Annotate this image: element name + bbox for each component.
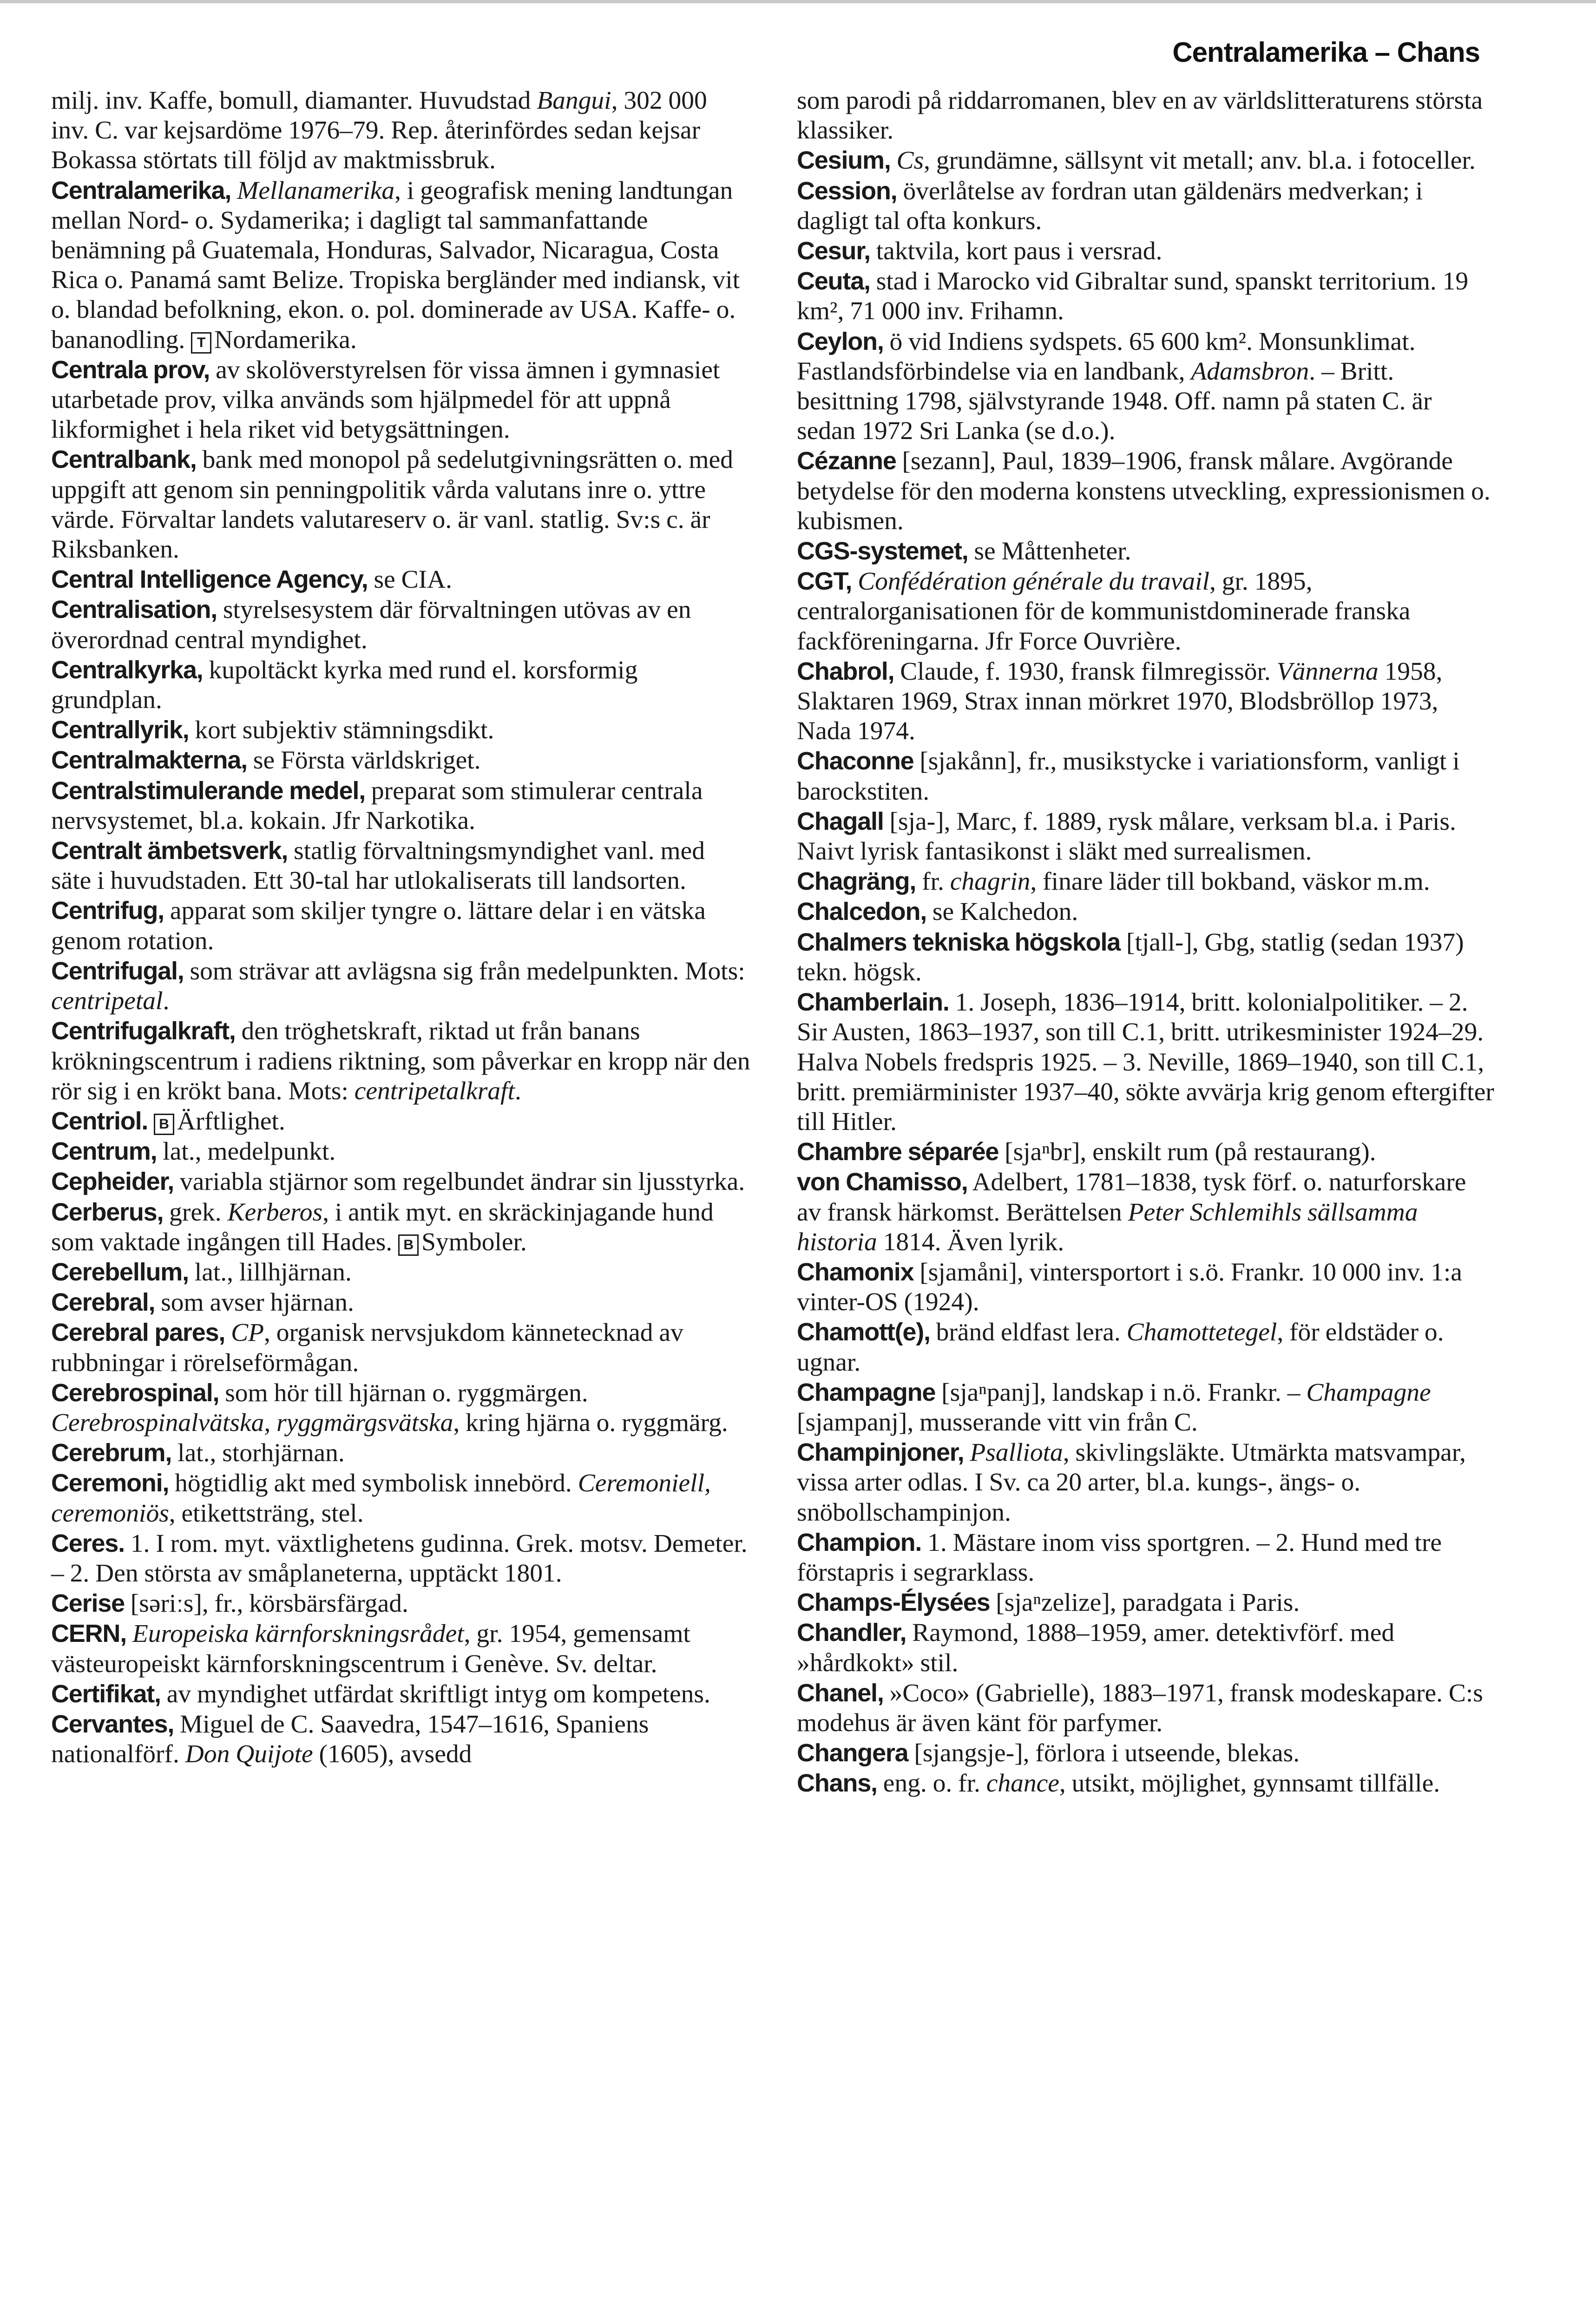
entry-text: [sjamåni], vintersportort i s.ö. Frankr. 10 000 inv. 1:a vinter-OS (1924). bbox=[797, 1258, 1462, 1317]
dictionary-entry bbox=[797, 656, 1496, 747]
entry-text: [sjaⁿbr], enskilt rum (på restaurang). bbox=[998, 1138, 1376, 1167]
entry-headword: Ceylon, bbox=[797, 327, 884, 355]
dictionary-entry bbox=[797, 927, 1496, 987]
entry-italic: Chamottetegel bbox=[1126, 1318, 1277, 1347]
cross-reference-icon: B bbox=[154, 1114, 174, 1135]
dictionary-entry bbox=[797, 176, 1496, 236]
entry-text: se Första världskriget. bbox=[247, 746, 481, 775]
entry-headword: Cerebral pares, bbox=[51, 1319, 225, 1347]
entry-headword: Cerebral, bbox=[51, 1288, 155, 1317]
entry-headword: Centrifugal, bbox=[51, 957, 184, 985]
dictionary-entry bbox=[51, 1438, 750, 1468]
entry-headword: Centralmakterna, bbox=[51, 746, 247, 774]
entry-text: se CIA. bbox=[368, 565, 453, 594]
entry-text: [sjampanj], musserande vitt vin från C. bbox=[797, 1408, 1198, 1437]
entry-headword: Cession, bbox=[797, 177, 897, 205]
entry-text: 1958, Slaktaren 1969, Strax innan mörkret 1970, Blodsbröllop 1973, Nada 1974. bbox=[797, 657, 1443, 746]
entry-text: , gr. 1954, gemensamt västeuropeiskt kärnforskningscentrum i Genève. Sv. deltar. bbox=[51, 1620, 690, 1678]
entry-text: lat., storhjärnan. bbox=[171, 1439, 345, 1468]
entry-italic: Vännerna bbox=[1276, 657, 1379, 686]
entry-text: Ärftlighet. bbox=[177, 1107, 285, 1135]
entry-headword: Centralt ämbetsverk, bbox=[51, 837, 288, 865]
entry-italic: Mellanamerika bbox=[237, 176, 395, 205]
dictionary-entry bbox=[797, 1618, 1496, 1678]
entry-italic: Europeiska kärnforskningsrådet bbox=[132, 1620, 464, 1648]
entry-text: . bbox=[515, 1076, 521, 1105]
entry-text: Claude, f. 1930, fransk filmregissör. bbox=[894, 657, 1277, 686]
entry-text: , finare läder till bokband, väskor m.m. bbox=[1030, 867, 1430, 896]
dictionary-entry bbox=[797, 1588, 1496, 1618]
entry-headword: Changera bbox=[797, 1739, 908, 1767]
dictionary-entry bbox=[797, 1167, 1496, 1257]
entry-text: [sjakånn], fr., musikstycke i variationsform, vanligt i barockstiten. bbox=[797, 747, 1460, 806]
dictionary-entry bbox=[51, 1679, 750, 1709]
entry-text: 1814. Även lyrik. bbox=[877, 1227, 1064, 1256]
entry-headword: Cerebrum, bbox=[51, 1439, 172, 1467]
entry-text: , kring hjärna o. ryggmärg. bbox=[453, 1408, 728, 1437]
entry-text bbox=[148, 1107, 154, 1135]
dictionary-entry bbox=[797, 446, 1496, 536]
entry-text: [sjaⁿzelize], paradgata i Paris. bbox=[990, 1588, 1300, 1617]
dictionary-entry bbox=[51, 1318, 750, 1378]
dictionary-entry bbox=[51, 355, 750, 445]
dictionary-entry bbox=[51, 1106, 750, 1136]
entry-text bbox=[126, 1620, 132, 1648]
entry-italic: CP bbox=[231, 1319, 264, 1347]
entry-italic: Kerberos bbox=[227, 1198, 323, 1227]
entry-headword: Centralisation, bbox=[51, 596, 217, 624]
entry-headword: von Chamisso, bbox=[797, 1168, 968, 1196]
entry-headword: Central Intelligence Agency, bbox=[51, 565, 368, 594]
dictionary-entry bbox=[51, 1588, 750, 1619]
cross-reference-icon: B bbox=[398, 1234, 419, 1256]
entry-text: av skolöverstyrelsen för vissa ämnen i gymnasiet utarbetade prov, vilka används som hjälpmedel för att uppnå likformighet i hela riket vid betygsättningen. bbox=[51, 355, 720, 444]
right-column bbox=[797, 86, 1496, 1799]
entry-headword: Champagne bbox=[797, 1378, 936, 1406]
entry-headword: Certifikat, bbox=[51, 1680, 161, 1708]
dictionary-entry bbox=[797, 327, 1496, 446]
entry-text: eng. o. fr. bbox=[877, 1769, 986, 1798]
entry-headword: Champinjoner, bbox=[797, 1438, 964, 1467]
entry-headword: Champs-Élysées bbox=[797, 1588, 990, 1617]
entry-italic: Adamsbron bbox=[1191, 357, 1309, 386]
entry-text: av myndighet utfärdat skriftligt intyg om kompetens. bbox=[160, 1680, 710, 1708]
entry-headword: Chambre séparée bbox=[797, 1138, 999, 1166]
dictionary-entry bbox=[797, 1437, 1496, 1528]
entry-headword: Chanel, bbox=[797, 1679, 884, 1707]
entry-headword: Centrum, bbox=[51, 1137, 157, 1166]
left-column bbox=[51, 86, 750, 1769]
entry-text: som hör till hjärnan o. ryggmärgen. bbox=[219, 1378, 588, 1407]
dictionary-entry bbox=[51, 1287, 750, 1318]
entry-headword: Chans, bbox=[797, 1769, 877, 1798]
entry-text: ö vid Indiens sydspets. 65 600 km². Monsunklimat. Fastlandsförbindelse via en landbank, bbox=[797, 327, 1416, 386]
entry-text: fr. bbox=[916, 867, 950, 896]
entry-headword: Centrifugalkraft, bbox=[51, 1017, 236, 1045]
entry-text bbox=[891, 146, 897, 175]
entry-headword: CGT, bbox=[797, 567, 852, 596]
dictionary-entry bbox=[51, 1167, 750, 1197]
entry-headword: CGS-systemet, bbox=[797, 537, 968, 565]
dictionary-entry bbox=[51, 836, 750, 896]
entry-text: som strävar att avlägsna sig från medelpunkten. Mots: bbox=[184, 957, 745, 985]
entry-text: preparat som stimulerar centrala nervsystemet, bl.a. kokain. Jfr Narkotika. bbox=[51, 776, 703, 835]
entry-headword: Chabrol, bbox=[797, 657, 894, 685]
entry-text: , i geografisk mening landtungan mellan Nord- o. Sydamerika; i dagligt tal sammanfattande benämning på Guatemala, Honduras, Salvador, Nicaragua, Costa Rica o. Panamá samt Belize. Tropiska bergländer med indiansk, vit o. blandad befolkning, ekon. o. pol. dominerade av USA. Kaffe- o. bananodling. bbox=[51, 176, 740, 354]
dictionary-entry bbox=[51, 1016, 750, 1106]
dictionary-entry bbox=[51, 86, 750, 176]
entry-italic: centripetalkraft bbox=[354, 1076, 515, 1105]
entry-headword: Champion. bbox=[797, 1528, 922, 1556]
entry-text: , utsikt, möjlighet, gynnsamt tillfälle. bbox=[1059, 1769, 1440, 1798]
entry-text: grek. bbox=[163, 1198, 228, 1227]
dictionary-entry bbox=[797, 566, 1496, 656]
entry-text: bränd eldfast lera. bbox=[930, 1318, 1127, 1347]
entry-headword: Cerberus, bbox=[51, 1198, 164, 1226]
entry-text: kort subjektiv stämningsdikt. bbox=[189, 716, 494, 745]
entry-headword: Centralamerika, bbox=[51, 176, 231, 204]
entry-text: Symboler. bbox=[421, 1227, 527, 1256]
entry-text: som parodi på riddarromanen, blev en av världslitteraturens största klassiker. bbox=[797, 86, 1483, 145]
entry-text: , skivlingsläkte. Utmärkta matsvampar, vissa arter odlas. I Sv. ca 20 arter, bl.a. kungs-, ängs- o. snöbollschampinjon. bbox=[797, 1438, 1466, 1527]
entry-headword: Chamott(e), bbox=[797, 1318, 930, 1346]
dictionary-entry bbox=[797, 1317, 1496, 1377]
dictionary-entry bbox=[797, 1768, 1496, 1798]
dictionary-entry bbox=[51, 896, 750, 956]
dictionary-entry bbox=[51, 1468, 750, 1528]
entry-text bbox=[225, 1319, 231, 1347]
entry-text: »Coco» (Gabrielle), 1883–1971, fransk modeskapare. C:s modehus är även känt för parfymer. bbox=[797, 1679, 1483, 1737]
entry-headword: Cerebellum, bbox=[51, 1258, 189, 1286]
entry-text: lat., medelpunkt. bbox=[157, 1137, 336, 1166]
entry-text: , för eldstäder o. ugnar. bbox=[797, 1318, 1444, 1377]
entry-text: taktvila, kort paus i versrad. bbox=[870, 237, 1163, 266]
dictionary-entry bbox=[51, 1257, 750, 1287]
entry-text: variabla stjärnor som regelbundet ändrar sin ljusstyrka. bbox=[174, 1168, 745, 1196]
entry-text: 1. Mästare inom viss sportgren. – 2. Hund med tre förstapris i segrarklass. bbox=[797, 1528, 1442, 1587]
dictionary-entry bbox=[797, 1378, 1496, 1437]
dictionary-entry bbox=[51, 1619, 750, 1679]
entry-headword: Cesium, bbox=[797, 146, 891, 175]
dictionary-entry bbox=[797, 1528, 1496, 1588]
entry-headword: Centrala prov, bbox=[51, 355, 210, 384]
entry-text: , organisk nervsjukdom kännetecknad av rubbningar i rörelseförmågan. bbox=[51, 1319, 683, 1377]
dictionary-entry bbox=[51, 776, 750, 836]
dictionary-entry bbox=[51, 1709, 750, 1769]
entry-text: stad i Marocko vid Gibraltar sund, spanskt territorium. 19 km², 71 000 inv. Frihamn. bbox=[797, 267, 1469, 326]
entry-headword: Centralkyrka, bbox=[51, 656, 203, 684]
top-rule bbox=[0, 0, 1596, 3]
dictionary-entry bbox=[51, 1529, 750, 1588]
entry-italic: Don Quijote bbox=[185, 1740, 313, 1769]
dictionary-entry bbox=[51, 176, 750, 355]
entry-text: , etikettsträng, stel. bbox=[169, 1499, 364, 1528]
entry-text: kupoltäckt kyrka med rund el. korsformig grundplan. bbox=[51, 656, 638, 715]
entry-text: överlåtelse av fordran utan gäldenärs medverkan; i dagligt tal ofta konkurs. bbox=[797, 177, 1423, 235]
entry-headword: Chamberlain. bbox=[797, 988, 949, 1017]
dictionary-entry bbox=[797, 86, 1496, 145]
entry-headword: Cepheider, bbox=[51, 1168, 174, 1196]
dictionary-entry bbox=[797, 266, 1496, 326]
entry-headword: Cézanne bbox=[797, 447, 896, 475]
entry-text: statlig förvaltningsmyndighet vanl. med säte i huvudstaden. Ett 30-tal har utlokaliserats till landsorten. bbox=[51, 837, 705, 895]
dictionary-entry bbox=[797, 536, 1496, 566]
dictionary-entry bbox=[51, 956, 750, 1016]
cross-reference-icon: T bbox=[191, 332, 211, 354]
dictionary-entry bbox=[797, 807, 1496, 866]
entry-headword: Ceuta, bbox=[797, 267, 870, 295]
entry-text: högtidlig akt med symbolisk innebörd. bbox=[169, 1469, 578, 1498]
entry-text: den tröghetskraft, riktad ut från banans krökningscentrum i radiens riktning, som påverkar en kropp när den rör sig i en krökt bana. Mots: bbox=[51, 1017, 750, 1105]
entry-text bbox=[852, 567, 858, 596]
dictionary-entry bbox=[797, 145, 1496, 176]
entry-headword: Chamonix bbox=[797, 1258, 914, 1286]
dictionary-entry bbox=[797, 987, 1496, 1137]
entry-text: milj. inv. Kaffe, bomull, diamanter. Huvudstad bbox=[51, 86, 537, 115]
entry-text: [sezann], Paul, 1839–1906, fransk målare. Avgörande betydelse för den moderna konstens utveckling, expressionismen o. kubismen. bbox=[797, 447, 1491, 535]
dictionary-entry bbox=[51, 1136, 750, 1167]
dictionary-entry bbox=[797, 1137, 1496, 1167]
entry-text: [sjangsje-], förlora i utseende, blekas. bbox=[908, 1739, 1300, 1768]
entry-headword: Chagräng, bbox=[797, 867, 916, 896]
entry-text: lat., lillhjärnan. bbox=[188, 1258, 352, 1286]
entry-text: 1. Joseph, 1836–1914, britt. kolonialpolitiker. – 2. Sir Austen, 1863–1937, son till C.1, britt. utrikesminister 1924–29. Halva Nobels fredspris 1925. – 3. Neville, 1869–1940, son till C.1, britt. premiärminister 1937–40, sökte avvärja krig genom eftergifter till Hitler. bbox=[797, 988, 1494, 1136]
entry-headword: Cerebrospinal, bbox=[51, 1378, 219, 1407]
entry-text bbox=[231, 177, 237, 205]
entry-headword: Chandler, bbox=[797, 1619, 906, 1647]
entry-text: , i antik myt. en skräckinjagande hund som vaktade ingången till Hades. bbox=[51, 1198, 714, 1256]
running-header: Centralamerika – Chans bbox=[1172, 37, 1480, 68]
entry-headword: Chalmers tekniska högskola bbox=[797, 928, 1121, 956]
entry-italic: Bangui bbox=[537, 86, 611, 115]
entry-italic: centripetal bbox=[51, 987, 163, 1016]
entry-headword: Chalcedon, bbox=[797, 898, 927, 926]
entry-text: se Måttenheter. bbox=[968, 537, 1131, 566]
entry-italic: chagrin bbox=[950, 867, 1031, 896]
entry-text: Miguel de C. Saavedra, 1547–1616, Spaniens nationalförf. bbox=[51, 1710, 649, 1769]
entry-headword: Cesur, bbox=[797, 237, 870, 265]
entry-italic: chance bbox=[986, 1769, 1059, 1798]
dictionary-entry bbox=[51, 745, 750, 775]
dictionary-entry bbox=[51, 655, 750, 715]
entry-italic: Peter Schlemihls sällsamma historia bbox=[797, 1198, 1418, 1256]
dictionary-entry bbox=[51, 715, 750, 745]
entry-text: . bbox=[163, 987, 170, 1016]
entry-text: [səriːs], fr., körsbärsfärgad. bbox=[124, 1589, 408, 1618]
dictionary-entry bbox=[797, 1678, 1496, 1738]
entry-text: , grundämne, sällsynt vit metall; anv. bl.a. i fotoceller. bbox=[924, 146, 1476, 175]
entry-text bbox=[964, 1438, 970, 1467]
entry-italic: Psalliota bbox=[970, 1438, 1063, 1467]
entry-headword: CERN, bbox=[51, 1620, 127, 1648]
entry-headword: Centrallyrik, bbox=[51, 716, 189, 744]
entry-italic: Cs bbox=[896, 146, 924, 175]
entry-headword: Chagall bbox=[797, 807, 884, 835]
dictionary-entry bbox=[51, 445, 750, 564]
dictionary-entry bbox=[51, 595, 750, 655]
entry-headword: Cerise bbox=[51, 1589, 125, 1618]
entry-text: [sja-], Marc, f. 1889, rysk målare, verksam bl.a. i Paris. Naivt lyrisk fantasikonst i släkt med surrealismen. bbox=[797, 807, 1456, 866]
entry-text: , gr. 1895, centralorganisationen för de kommunistdominerade franska fackföreningarna. Jfr Force Ouvrière. bbox=[797, 567, 1411, 656]
entry-text: , 302 000 inv. C. var kejsardöme 1976–79. Rep. återinfördes sedan kejsar Bokassa störtats till följd av maktmissbruk. bbox=[51, 86, 707, 175]
entry-text: [sjaⁿpanj], landskap i n.ö. Frankr. – bbox=[935, 1378, 1307, 1407]
entry-headword: Ceremoni, bbox=[51, 1469, 169, 1497]
entry-text: (1605), avsedd bbox=[313, 1740, 472, 1769]
entry-text: Adelbert, 1781–1838, tysk förf. o. naturforskare av fransk härkomst. Berättelsen bbox=[797, 1168, 1466, 1227]
dictionary-entry bbox=[797, 1738, 1496, 1768]
entry-headword: Chaconne bbox=[797, 747, 914, 775]
entry-text: bank med monopol på sedelutgivningsrätten o. med uppgift att genom sin penningpolitik vårda valutans inre o. yttre värde. Förvaltar landets valutareserv o. är vanl. statlig. Sv:s c. är Riksbanken. bbox=[51, 446, 733, 564]
dictionary-entry bbox=[797, 897, 1496, 927]
entry-italic: Champagne bbox=[1306, 1378, 1431, 1407]
entry-headword: Centrifug, bbox=[51, 897, 164, 925]
entry-headword: Cervantes, bbox=[51, 1710, 174, 1738]
entry-italic: Cerebrospinalvätska, ryggmärgsvätska bbox=[51, 1408, 453, 1437]
dictionary-entry bbox=[797, 746, 1496, 806]
entry-text: som avser hjärnan. bbox=[155, 1288, 354, 1317]
entry-headword: Centriol. bbox=[51, 1107, 148, 1135]
entry-text: Raymond, 1888–1959, amer. detektivförf. med »hårdkokt» stil. bbox=[797, 1619, 1395, 1677]
entry-text: Nordamerika. bbox=[214, 325, 357, 354]
dictionary-entry bbox=[797, 236, 1496, 266]
entry-headword: Centralbank, bbox=[51, 446, 197, 474]
entry-italic: Confédération générale du travail bbox=[858, 567, 1210, 596]
entry-text: . – Britt. besittning 1798, självstyrande 1948. Off. namn på staten C. är sedan 1972 Sri Lanka (se d.o.). bbox=[797, 357, 1432, 446]
entry-text: [tjall-], Gbg, statlig (sedan 1937) tekn. högsk. bbox=[797, 928, 1464, 986]
entry-text: 1. I rom. myt. växtlighetens gudinna. Grek. motsv. Demeter. – 2. Den största av småplaneterna, upptäckt 1801. bbox=[51, 1529, 748, 1588]
entry-headword: Centralstimulerande medel, bbox=[51, 776, 366, 805]
entry-headword: Ceres. bbox=[51, 1529, 125, 1557]
dictionary-entry bbox=[797, 1257, 1496, 1317]
dictionary-entry bbox=[51, 564, 750, 595]
dictionary-entry bbox=[797, 866, 1496, 897]
entry-text: styrelsesystem där förvaltningen utövas av en överordnad central myndighet. bbox=[51, 596, 691, 654]
dictionary-entry bbox=[51, 1378, 750, 1438]
dictionary-entry bbox=[51, 1197, 750, 1257]
entry-italic: Ceremoniell, ceremoniös bbox=[51, 1469, 711, 1528]
entry-text: se Kalchedon. bbox=[926, 898, 1078, 926]
entry-text: apparat som skiljer tyngre o. lättare delar i en vätska genom rotation. bbox=[51, 897, 706, 955]
